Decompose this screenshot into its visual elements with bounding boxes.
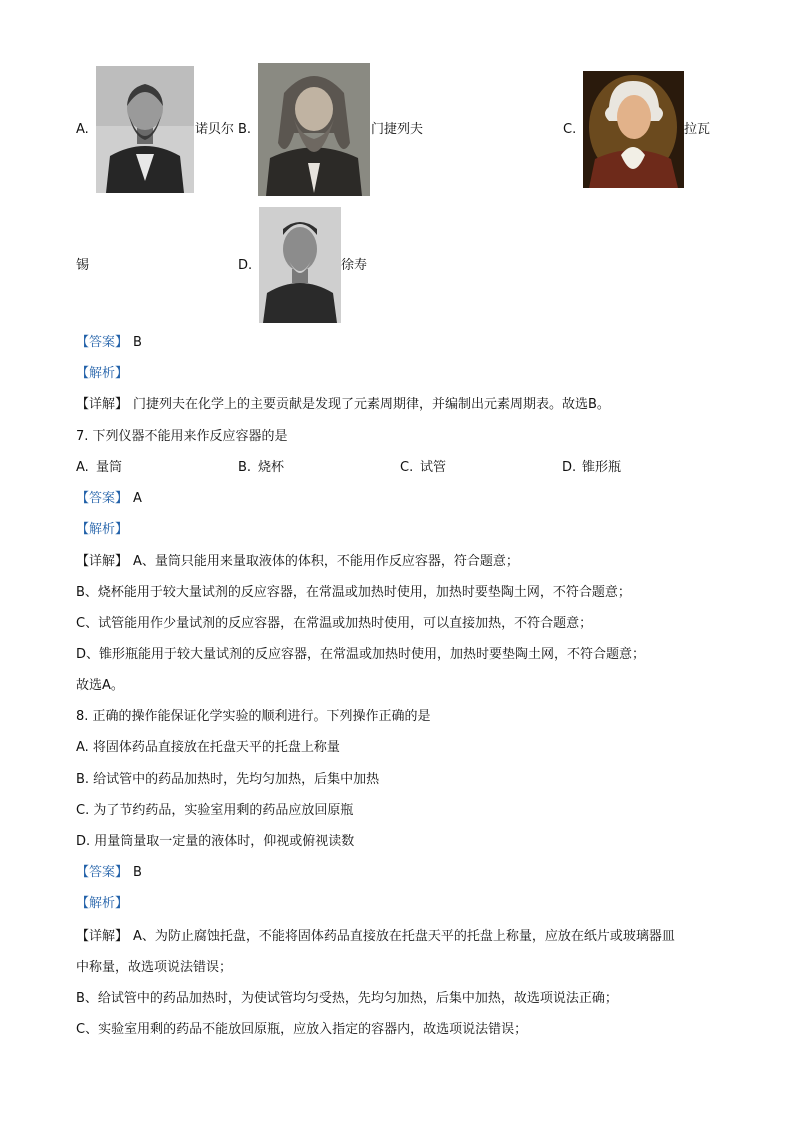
q6-analysis-tag: 【解析】 bbox=[76, 366, 129, 381]
q8-detail-tag: 【详解】 bbox=[76, 929, 129, 944]
option-a-name: 诺贝尔 bbox=[195, 122, 235, 137]
q7-option-d-text: 锥形瓶 bbox=[582, 460, 622, 475]
xu-shou-portrait-image bbox=[259, 207, 341, 323]
q7-option-b-text: 烧杯 bbox=[258, 460, 285, 475]
option-b-name: 门捷列夫 bbox=[371, 122, 424, 137]
q7-analysis-tag: 【解析】 bbox=[76, 522, 129, 537]
mendeleev-portrait-image bbox=[258, 63, 370, 196]
q8-option: A. 将固体药品直接放在托盘天平的托盘上称量 bbox=[76, 740, 340, 755]
option-b-letter: B. bbox=[238, 122, 252, 137]
q7-answer-value: A bbox=[133, 491, 142, 506]
q6-answer-tag: 【答案】 bbox=[76, 335, 129, 350]
q8-option: D. 用量筒量取一定量的液体时，仰视或俯视读数 bbox=[76, 834, 355, 849]
q8-detail-line: A、为防止腐蚀托盘，不能将固体药品直接放在托盘天平的托盘上称量，应放在纸片或玻璃器皿 bbox=[133, 929, 675, 944]
option-c-name-part2: 锡 bbox=[76, 258, 90, 273]
q7-detail-line: A、量筒只能用来量取液体的体积，不能用作反应容器，符合题意； bbox=[133, 554, 519, 569]
q8-analysis-tag: 【解析】 bbox=[76, 896, 129, 911]
q6-detail-tag: 【详解】 bbox=[76, 397, 129, 412]
q7-detail-tag: 【详解】 bbox=[76, 554, 129, 569]
q8-option: C. 为了节约药品，实验室用剩的药品应放回原瓶 bbox=[76, 803, 354, 818]
q6-detail-text: 门捷列夫在化学上的主要贡献是发现了元素周期律，并编制出元素周期表。故选B。 bbox=[133, 397, 610, 412]
q8-detail-line: B、给试管中的药品加热时，为使试管均匀受热，先均匀加热，后集中加热，故选项说法正确； bbox=[76, 991, 618, 1006]
option-d-letter: D. bbox=[238, 258, 253, 273]
q8-answer-value: B bbox=[133, 865, 142, 880]
q7-option-a-letter: A. bbox=[76, 460, 89, 475]
option-d-name: 徐寿 bbox=[341, 258, 368, 273]
q8-question: 8. 正确的操作能保证化学实验的顺利进行。下列操作正确的是 bbox=[76, 709, 431, 724]
q7-option-a-text: 量筒 bbox=[96, 460, 123, 475]
option-c-letter: C. bbox=[563, 122, 577, 137]
q8-detail-line: 中称量，故选项说法错误； bbox=[76, 960, 233, 975]
q8-detail-line: C、实验室用剩的药品不能放回原瓶，应放入指定的容器内，故选项说法错误； bbox=[76, 1022, 528, 1037]
q7-option-c-text: 试管 bbox=[420, 460, 447, 475]
q6-answer-value: B bbox=[133, 335, 142, 350]
q7-detail-line: C、试管能用作少量试剂的反应容器，在常温或加热时使用，可以直接加热，不符合题意； bbox=[76, 616, 593, 631]
lavoisier-portrait-image bbox=[583, 71, 684, 188]
option-c-name-part1: 拉瓦 bbox=[684, 122, 711, 137]
q8-answer-tag: 【答案】 bbox=[76, 865, 129, 880]
q7-question: 7. 下列仪器不能用来作反应容器的是 bbox=[76, 429, 288, 444]
q7-option-d-letter: D. bbox=[562, 460, 577, 475]
q7-detail-line: 故选A。 bbox=[76, 678, 124, 693]
q7-option-b-letter: B. bbox=[238, 460, 252, 475]
nobel-portrait-image bbox=[96, 66, 194, 193]
q7-detail-line: D、锥形瓶能用于较大量试剂的反应容器，在常温或加热时使用，加热时要垫陶土网，不符合题意； bbox=[76, 647, 646, 662]
q7-option-c-letter: C. bbox=[400, 460, 414, 475]
q7-detail-line: B、烧杯能用于较大量试剂的反应容器，在常温或加热时使用，加热时要垫陶土网，不符合题意； bbox=[76, 585, 631, 600]
option-a-letter: A. bbox=[76, 122, 89, 137]
q8-option: B. 给试管中的药品加热时，先均匀加热，后集中加热 bbox=[76, 772, 380, 787]
q7-answer-tag: 【答案】 bbox=[76, 491, 129, 506]
